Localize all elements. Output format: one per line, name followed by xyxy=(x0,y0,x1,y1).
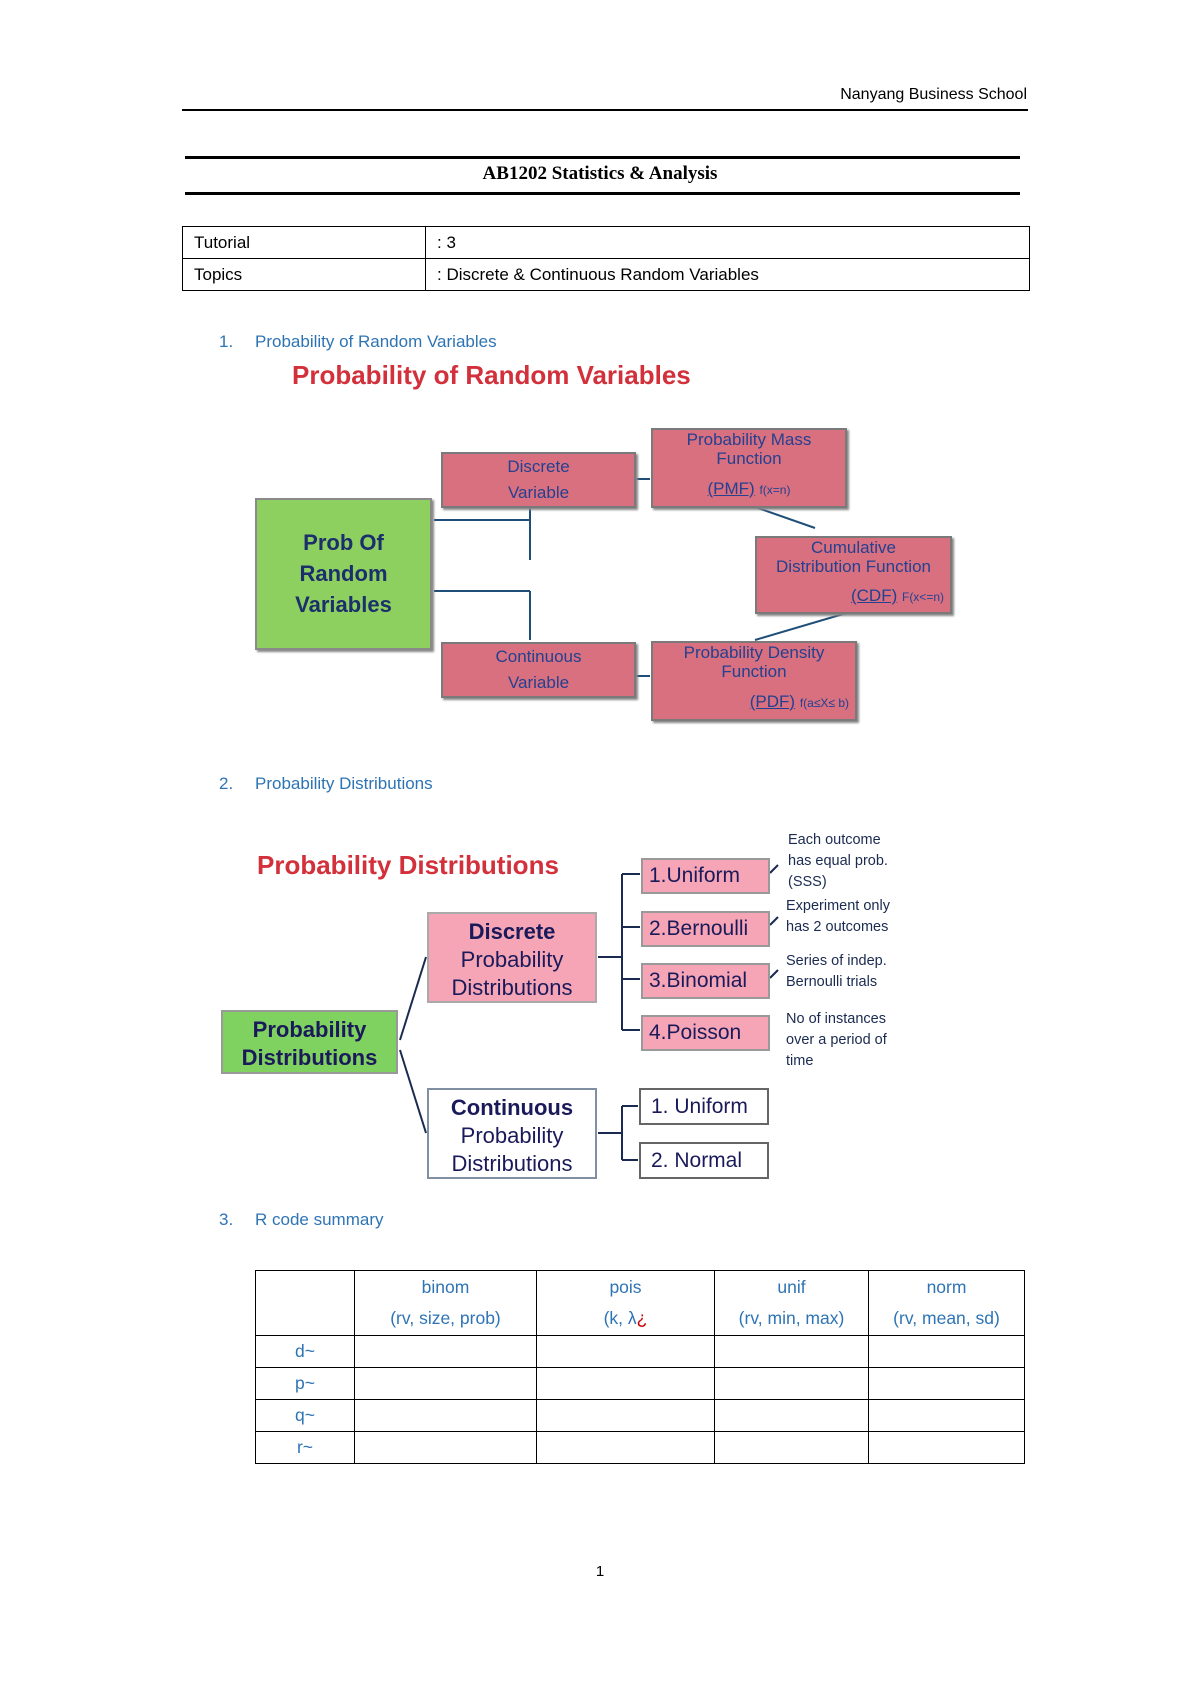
cdf-abbr: (CDF) xyxy=(850,586,898,605)
section-title: Probability Distributions xyxy=(255,774,433,793)
discrete-line-2: Variable xyxy=(507,483,570,502)
table-cell xyxy=(537,1368,715,1400)
note-binomial-line-1: Series of indep. xyxy=(786,953,887,969)
note-poisson-line-3: time xyxy=(786,1053,814,1069)
dist-root-line-2: Distributions xyxy=(241,1045,378,1070)
table-row xyxy=(256,1432,1025,1464)
continuous-item-uniform: 1. Uniform xyxy=(639,1088,769,1125)
continuous-item-normal: 2. Normal xyxy=(639,1142,769,1179)
root-line-2: Random xyxy=(299,561,388,586)
discrete-item-bernoulli: 2.Bernoulli xyxy=(641,911,770,947)
continuous-distributions-box xyxy=(427,1088,597,1179)
note-binomial xyxy=(786,951,887,993)
course-title: AB1202 Statistics & Analysis xyxy=(482,163,718,184)
col-args: (rv, mean, sd) xyxy=(893,1308,1000,1328)
pdf-formula: f(a≤X≤ b) xyxy=(799,696,849,710)
continuous-line-1: Continuous xyxy=(495,647,582,666)
note-poisson-line-2: over a period of xyxy=(786,1032,887,1048)
discrete-dist-line-1: Discrete xyxy=(468,919,556,944)
table-cell xyxy=(869,1432,1025,1464)
table-cell xyxy=(355,1336,537,1368)
row-label: p~ xyxy=(256,1368,355,1400)
r-table-header-row xyxy=(256,1271,1025,1336)
table-row xyxy=(256,1368,1025,1400)
pmf-line-1: Probability Mass xyxy=(686,430,812,449)
section-number: 1. xyxy=(219,332,234,351)
pdf-line-2: Function xyxy=(721,662,787,681)
section-number: 3. xyxy=(219,1210,234,1229)
tutorial-label: Tutorial xyxy=(183,227,426,259)
note-bernoulli-line-2: has 2 outcomes xyxy=(786,919,889,935)
row-label: r~ xyxy=(256,1432,355,1464)
discrete-item-poisson: 4.Poisson xyxy=(641,1015,770,1051)
section-number: 2. xyxy=(219,774,234,793)
school-name: Nanyang Business School xyxy=(840,86,1027,103)
pmf-abbr: (PMF) xyxy=(707,479,755,498)
r-col-unif xyxy=(715,1271,869,1336)
col-name: norm xyxy=(926,1277,967,1297)
col-name: binom xyxy=(421,1277,470,1297)
table-cell xyxy=(869,1400,1025,1432)
discrete-distributions-box xyxy=(427,912,597,1003)
section-heading-3 xyxy=(219,1210,383,1230)
table-cell xyxy=(869,1336,1025,1368)
cdf-formula: F(x<=n) xyxy=(901,590,944,604)
note-poisson-line-1: No of instances xyxy=(786,1011,886,1027)
dist-root-line-1: Probability xyxy=(252,1017,367,1042)
table-cell xyxy=(537,1336,715,1368)
row-label: q~ xyxy=(256,1400,355,1432)
topics-value: : Discrete & Continuous Random Variables xyxy=(426,259,1030,291)
note-uniform-line-1: Each outcome xyxy=(788,832,881,848)
continuous-dist-line-3: Distributions xyxy=(451,1151,573,1176)
root-line-3: Variables xyxy=(295,592,392,617)
table-cell xyxy=(715,1432,869,1464)
col-args: (rv, size, prob) xyxy=(390,1308,501,1328)
pmf-line-2: Function xyxy=(716,449,782,468)
cdf-line-1: Cumulative xyxy=(810,538,897,557)
col-args: (k, λ xyxy=(603,1308,637,1328)
note-uniform-line-2: has equal prob. xyxy=(788,853,888,869)
page-number: 1 xyxy=(595,1563,605,1580)
root-line-1: Prob Of xyxy=(303,530,384,555)
discrete-dist-line-2: Probability xyxy=(460,947,564,972)
tutorial-value: : 3 xyxy=(426,227,1030,259)
note-poisson xyxy=(786,1009,887,1072)
section-title: R code summary xyxy=(255,1210,384,1229)
table-cell xyxy=(869,1368,1025,1400)
pdf-line-1: Probability Density xyxy=(683,643,825,662)
r-table-corner xyxy=(256,1271,355,1336)
note-binomial-line-2: Bernoulli trials xyxy=(786,974,878,990)
diagram1-title: Probability of Random Variables xyxy=(292,360,691,390)
col-name: unif xyxy=(777,1277,806,1297)
note-uniform xyxy=(788,830,888,893)
col-args: (rv, min, max) xyxy=(738,1308,845,1328)
r-col-pois xyxy=(537,1271,715,1336)
table-cell xyxy=(715,1368,869,1400)
note-uniform-line-3: (SSS) xyxy=(788,874,827,890)
r-col-norm xyxy=(869,1271,1025,1336)
cdf-line-2: Distribution Function xyxy=(776,557,931,576)
r-col-binom xyxy=(355,1271,537,1336)
continuous-dist-line-2: Probability xyxy=(460,1123,564,1148)
discrete-dist-line-3: Distributions xyxy=(451,975,573,1000)
table-cell xyxy=(715,1336,869,1368)
continuous-line-2: Variable xyxy=(507,673,570,692)
col-name: pois xyxy=(609,1277,642,1297)
table-cell xyxy=(355,1432,537,1464)
pmf-formula: f(x=n) xyxy=(759,483,791,497)
col-args-extra: ¿ xyxy=(636,1308,648,1328)
diagram2-title: Probability Distributions xyxy=(257,850,559,880)
discrete-line-1: Discrete xyxy=(507,457,570,476)
continuous-dist-line-1: Continuous xyxy=(450,1095,574,1120)
row-label: d~ xyxy=(256,1336,355,1368)
discrete-item-uniform: 1.Uniform xyxy=(641,858,770,894)
discrete-item-binomial: 3.Binomial xyxy=(641,963,770,999)
section-title: Probability of Random Variables xyxy=(255,332,497,351)
topics-label: Topics xyxy=(183,259,426,291)
table-cell xyxy=(355,1400,537,1432)
table-cell xyxy=(537,1400,715,1432)
note-bernoulli-line-1: Experiment only xyxy=(786,898,890,914)
r-code-table xyxy=(255,1270,1025,1464)
table-cell xyxy=(715,1400,869,1432)
pdf-abbr: (PDF) xyxy=(749,692,796,711)
table-row xyxy=(256,1336,1025,1368)
table-cell xyxy=(355,1368,537,1400)
diagram2-root-box xyxy=(221,1010,398,1074)
table-cell xyxy=(537,1432,715,1464)
table-row xyxy=(256,1400,1025,1432)
note-bernoulli xyxy=(786,896,890,938)
